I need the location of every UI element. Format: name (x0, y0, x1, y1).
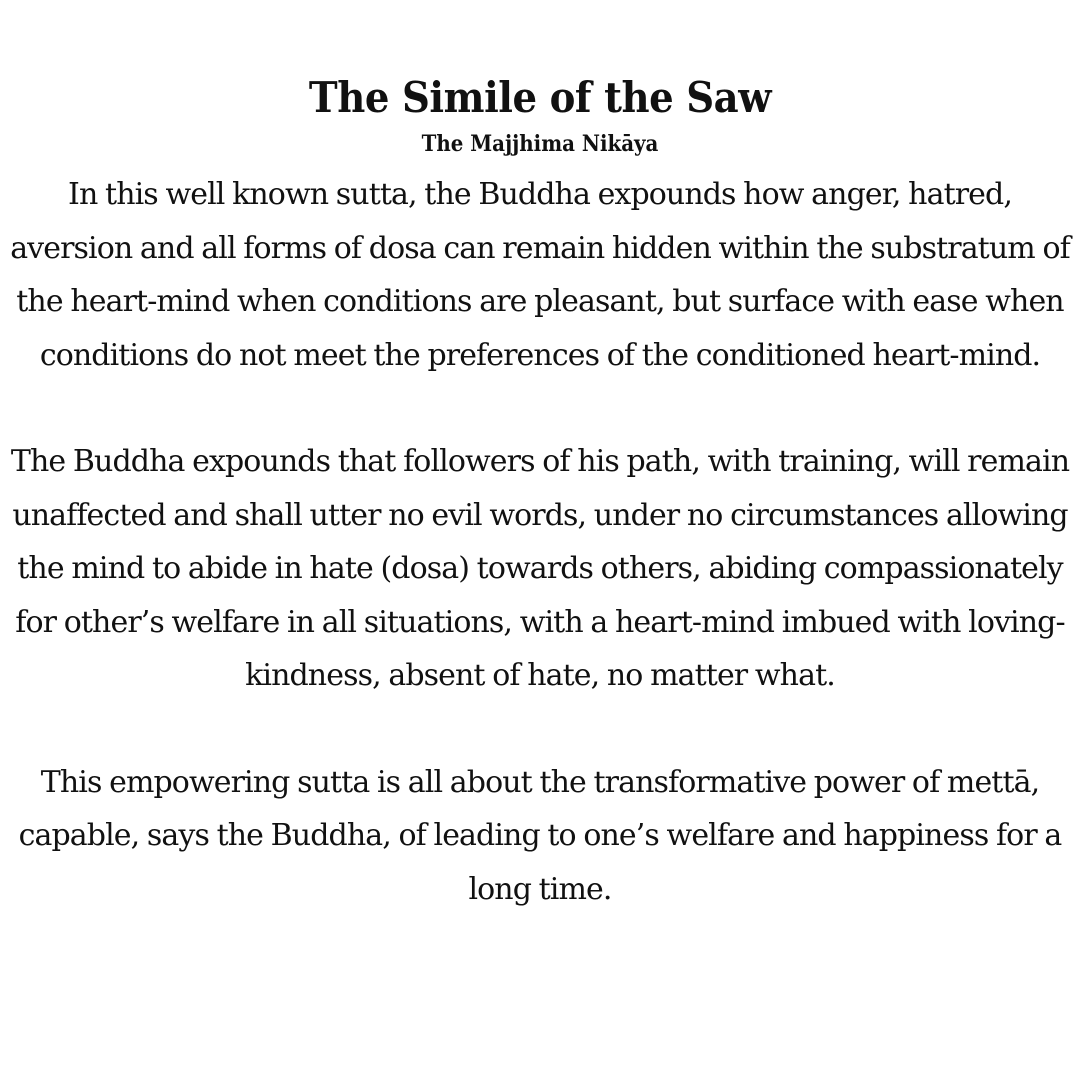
paragraph-intro: In this well known sutta, the Buddha expounds how anger, hatred, aversion and all forms of dosa can remain hidden within the substratum of the heart-mind when conditions are pleasant, but surface with ease when conditions do not meet the preferences of the conditioned heart-mind. (10, 177, 1070, 373)
document-subtitle: The Majjhima Nikāya (421, 131, 659, 157)
paragraph-metta: This empowering sutta is all about the transformative power of mettā, capable, says the Buddha, of leading to one’s welfare and happiness for a long time. (18, 764, 1062, 907)
paragraph-teaching: The Buddha expounds that followers of his path, with training, will remain unaffected and shall utter no evil words, under no circumstances allowing the mind to abide in hate (dosa) towards others, abiding compassionately for other’s welfare in all situations, with a heart-mind imbued with loving-kindness, absent of hate, no matter what. (10, 444, 1070, 693)
document-body (0, 168, 1080, 916)
document-title: The Simile of the Saw (308, 73, 772, 122)
